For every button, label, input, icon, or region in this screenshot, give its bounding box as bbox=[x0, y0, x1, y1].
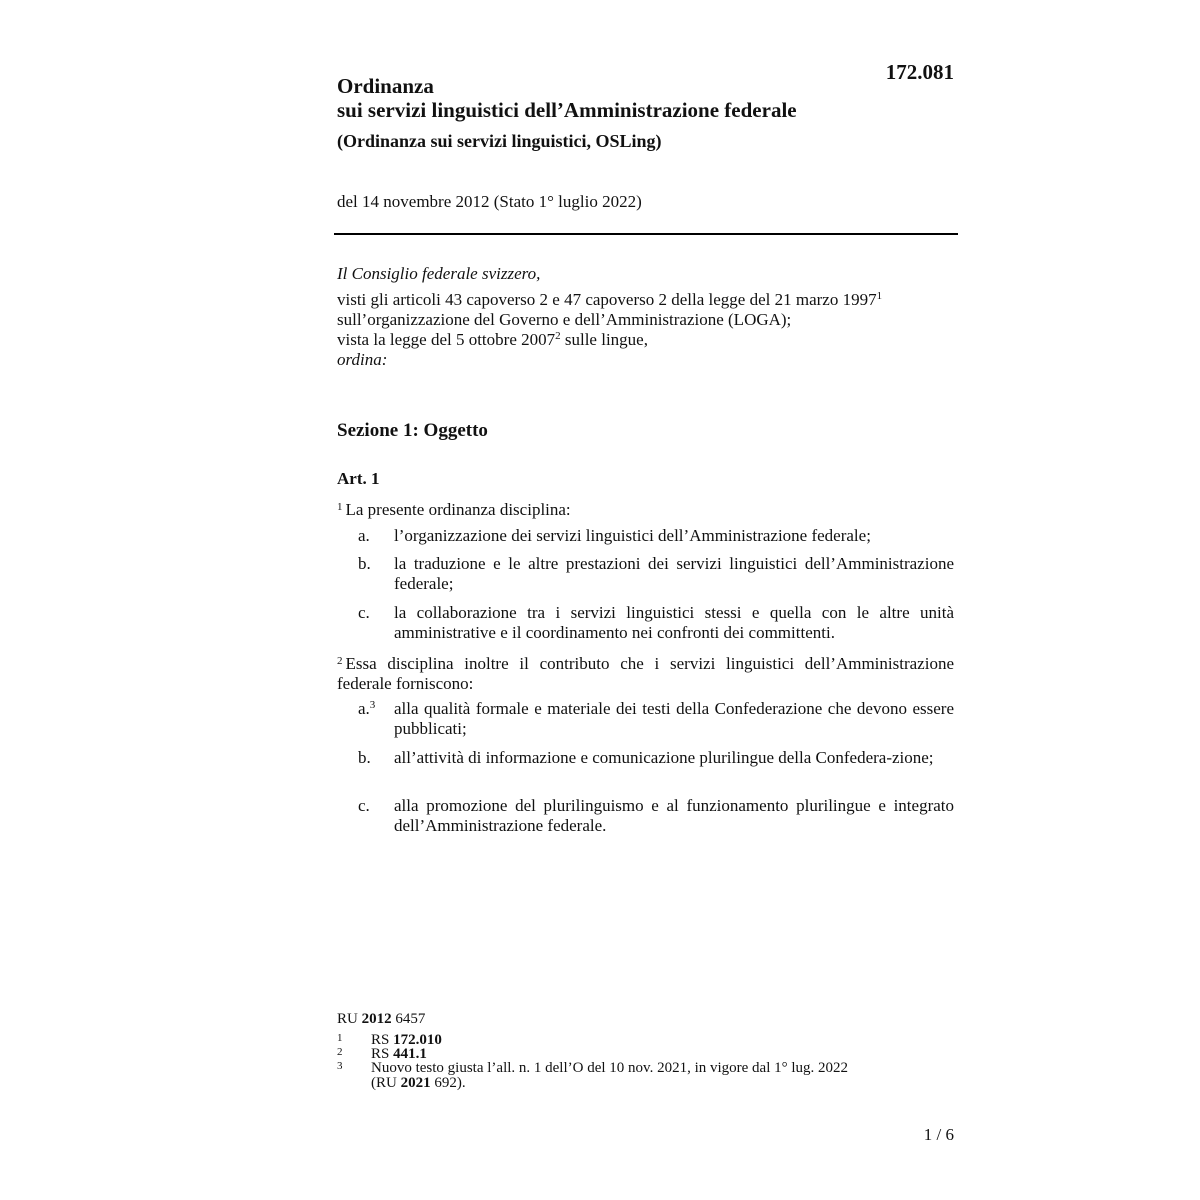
list-text: alla qualità formale e materiale dei testi della Confederazione che devono essere pubblicati; bbox=[394, 699, 954, 738]
list-letter: b. bbox=[358, 554, 371, 573]
footnote-prefix: RS bbox=[371, 1046, 390, 1062]
vista-pre: vista la legge del 5 ottobre 2007 bbox=[337, 330, 556, 349]
footnote-line-2-bold: 2021 bbox=[400, 1075, 431, 1091]
paragraph-number: 2 bbox=[337, 655, 343, 667]
list-letter-text: a. bbox=[358, 699, 370, 718]
list-text: alla promozione del plurilinguismo e al funzionamento plurilingue e integrato dell’Amministrazione federale. bbox=[394, 796, 954, 835]
list-text: la collaborazione tra i servizi linguistici stessi e quella con le altre unità amministrative e il coordinamento nei confronti dei committenti. bbox=[394, 603, 954, 642]
footnote-2 bbox=[337, 1047, 937, 1061]
title-block bbox=[337, 74, 897, 152]
paragraph-number: 1 bbox=[337, 501, 343, 513]
list-letter: c. bbox=[358, 796, 370, 815]
preamble-vista bbox=[337, 330, 957, 350]
footnote-ref-3[interactable]: 3 bbox=[369, 699, 376, 711]
visti-line-1: visti gli articoli 43 capoverso 2 e 47 capoverso 2 della legge del 21 marzo 1997 bbox=[337, 290, 877, 309]
footnote-ref-1[interactable]: 1 bbox=[876, 290, 883, 302]
footnote-number: 2 bbox=[337, 1046, 343, 1058]
list-letter: a. bbox=[358, 526, 370, 545]
footnote-number: 1 bbox=[337, 1032, 343, 1044]
footnote-line-1: Nuovo testo giusta l’all. n. 1 dell’O del 10 nov. 2021, in vigore dal 1° lug. 2022 bbox=[371, 1060, 849, 1076]
footnote-line-2-suffix: 692). bbox=[434, 1075, 466, 1091]
visti-line-2: sull’organizzazione del Governo e dell’Amministrazione (LOGA); bbox=[337, 310, 792, 329]
ru-year: 2012 bbox=[361, 1011, 392, 1027]
list-item bbox=[337, 603, 954, 643]
footnote-3 bbox=[337, 1061, 937, 1091]
ru-page: 6457 bbox=[395, 1011, 426, 1027]
list-item bbox=[337, 699, 954, 739]
footer-notes bbox=[337, 1012, 937, 1091]
paragraph-text: La presente ordinanza disciplina: bbox=[345, 500, 571, 519]
footnote-bold: 172.010 bbox=[393, 1032, 442, 1048]
page-number: 1 / 6 bbox=[923, 1125, 954, 1144]
footnote-1 bbox=[337, 1033, 937, 1047]
list-item bbox=[337, 796, 954, 836]
list-text: la traduzione e le altre prestazioni dei servizi linguistici dell’Amministrazione federale; bbox=[394, 554, 954, 593]
list-item bbox=[337, 526, 954, 546]
ordina: ordina: bbox=[337, 350, 388, 369]
article-title: Art. 1 bbox=[337, 469, 380, 488]
list-letter bbox=[358, 699, 375, 719]
short-title: (Ordinanza sui servizi linguistici, OSLing) bbox=[337, 131, 662, 151]
paragraph-1 bbox=[337, 497, 954, 520]
title-line-1: Ordinanza bbox=[337, 74, 434, 98]
list-text: all’attività di informazione e comunicazione plurilingue della Confedera-zione; bbox=[394, 748, 934, 767]
list-letter: c. bbox=[358, 603, 370, 622]
title-line-2: sui servizi linguistici dell’Amministrazione federale bbox=[337, 98, 797, 122]
footnote-line-2-prefix: (RU bbox=[371, 1075, 397, 1091]
preamble bbox=[337, 264, 957, 370]
paragraph-text: Essa disciplina inoltre il contributo che i servizi linguistici dell’Amministrazione federale forniscono: bbox=[337, 654, 954, 693]
footnote-bold: 441.1 bbox=[393, 1046, 427, 1062]
preamble-visti bbox=[337, 290, 957, 310]
list-item bbox=[337, 748, 954, 768]
footnote-prefix: RS bbox=[371, 1032, 390, 1048]
footnote-text bbox=[371, 1061, 848, 1091]
list-text: l’organizzazione dei servizi linguistici dell’Amministrazione federale; bbox=[394, 526, 871, 545]
date-line: del 14 novembre 2012 (Stato 1° luglio 2022) bbox=[337, 192, 642, 211]
ru-reference bbox=[337, 1012, 937, 1027]
section-title: Sezione 1: Oggetto bbox=[337, 420, 488, 441]
list-item bbox=[337, 554, 954, 594]
paragraph-2 bbox=[337, 651, 954, 694]
footnote-number: 3 bbox=[337, 1060, 343, 1072]
vista-post: sulle lingue, bbox=[560, 330, 648, 349]
header-rule bbox=[334, 233, 958, 235]
sr-number: 172.081 bbox=[885, 60, 954, 84]
footnote-ref-2[interactable]: 2 bbox=[555, 330, 561, 342]
ru-prefix: RU bbox=[337, 1011, 358, 1027]
list-letter: b. bbox=[358, 748, 371, 767]
issuer: Il Consiglio federale svizzero, bbox=[337, 264, 541, 283]
